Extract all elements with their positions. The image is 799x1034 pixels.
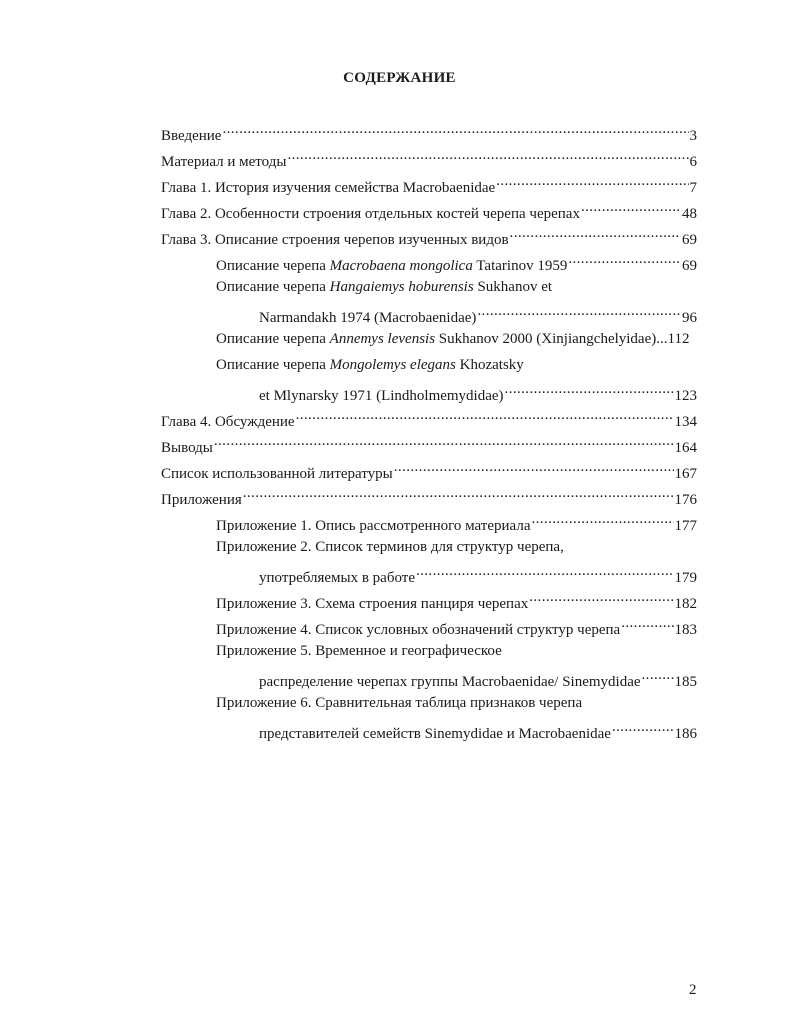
toc-entry-appendix-3 xyxy=(216,590,697,613)
toc-entry-appendix-1 xyxy=(216,512,697,535)
toc-label: Narmandakh 1974 (Macrobaenidae) xyxy=(259,310,477,326)
toc-label: представителей семейств Sinemydidae и Macrobaenidae xyxy=(259,726,611,742)
toc-entry-hangaiemys xyxy=(259,304,697,327)
toc-page: 7 xyxy=(689,180,697,196)
toc-page: 167 xyxy=(674,466,697,482)
toc-page: 123 xyxy=(674,388,697,404)
toc-entry-mongolemys xyxy=(259,382,697,405)
toc-page: 96 xyxy=(682,310,697,326)
toc-entry-hangaiemys-line1: Описание черепа Hangaiemys hoburensis Sukhanov et xyxy=(216,279,553,295)
toc-page: 179 xyxy=(674,570,697,586)
toc-label: Список использованной литературы xyxy=(161,466,393,482)
toc-entry-appendix-5-line1: Приложение 5. Временное и географическое xyxy=(216,643,502,659)
toc-entry-appendix-2-line1: Приложение 2. Список терминов для структур черепа, xyxy=(216,539,564,555)
toc-entry-appendix-2 xyxy=(259,564,697,587)
dot-leader xyxy=(510,226,681,244)
species-name: Annemys levensis xyxy=(329,331,436,347)
dot-leader xyxy=(568,252,681,270)
dot-leader xyxy=(531,512,673,530)
toc-label: Глава 3. Описание строения черепов изученных видов xyxy=(161,232,509,248)
dot-leader xyxy=(581,200,681,218)
toc-entry-intro xyxy=(161,122,697,145)
toc-label: Глава 2. Особенности строения отдельных костей черепа черепах xyxy=(161,206,580,222)
toc-label: употребляемых в работе xyxy=(259,570,415,586)
toc-label: распределение черепах группы Macrobaenidae/ Sinemydidae xyxy=(259,674,641,690)
toc-entry-annemys xyxy=(216,330,697,348)
toc-entry-appendix-6-line1: Приложение 6. Сравнительная таблица признаков черепа xyxy=(216,695,583,711)
toc-page: 176 xyxy=(674,492,697,508)
toc-label: Глава 4. Обсуждение xyxy=(161,414,295,430)
toc-entry-appendix-5 xyxy=(259,668,697,691)
toc-entry-chapter-1 xyxy=(161,174,697,197)
toc-page: 164 xyxy=(674,440,697,456)
toc-page: 48 xyxy=(682,206,697,222)
toc-entry-appendix-6 xyxy=(259,720,697,743)
toc-label: Введение xyxy=(161,128,222,144)
toc-page: 134 xyxy=(674,414,697,430)
dot-leader xyxy=(243,486,674,504)
dot-leader xyxy=(287,148,688,166)
page-title: СОДЕРЖАНИЕ xyxy=(343,70,456,86)
toc-label: Приложение 3. Схема строения панциря черепах xyxy=(216,596,529,612)
toc-page: 3 xyxy=(689,128,697,144)
toc-page: 182 xyxy=(674,596,697,612)
dot-leader xyxy=(222,122,688,140)
toc-label: Приложение 4. Список условных обозначений структур черепа xyxy=(216,622,621,638)
dot-leader xyxy=(612,720,674,738)
species-name: Mongolemys elegans xyxy=(329,357,456,373)
toc-entry-appendix-4 xyxy=(216,616,697,639)
dot-leader xyxy=(477,304,681,322)
toc-label: Глава 1. История изучения семейства Macrobaenidae xyxy=(161,180,496,196)
toc-entry-chapter-2 xyxy=(161,200,697,223)
toc-entry-conclusions xyxy=(161,434,697,457)
toc-entry-materials xyxy=(161,148,697,171)
dot-leader xyxy=(621,616,673,634)
toc-page: 183 xyxy=(674,622,697,638)
dot-leader xyxy=(642,668,674,686)
toc-label: Приложения xyxy=(161,492,242,508)
dot-leader xyxy=(296,408,674,426)
toc-page: 186 xyxy=(674,726,697,742)
dot-leader xyxy=(496,174,688,192)
species-name: Hangaiemys hoburensis xyxy=(329,279,474,295)
toc-label: et Mlynarsky 1971 (Lindholmemydidae) xyxy=(259,388,504,404)
toc-page: 112 xyxy=(667,331,690,347)
toc-entry-macrobaena xyxy=(216,252,697,275)
toc-label: Материал и методы xyxy=(161,154,287,170)
page-number: 2 xyxy=(689,982,697,998)
species-name: Macrobaena mongolica xyxy=(329,258,473,274)
toc-entry-chapter-3 xyxy=(161,226,697,249)
dot-leader xyxy=(505,382,674,400)
toc-label: Описание черепа Annemys levensis Sukhanov 2000 (Xinjiangchelyidae)... xyxy=(216,331,668,347)
toc-entry-references xyxy=(161,460,697,483)
dot-leader xyxy=(416,564,674,582)
toc-label: Описание черепа Macrobaena mongolica Tatarinov 1959 xyxy=(216,258,568,274)
toc-entry-appendices xyxy=(161,486,697,509)
dot-leader xyxy=(394,460,674,478)
dot-leader xyxy=(214,434,674,452)
toc-label: Выводы xyxy=(161,440,213,456)
dot-leader xyxy=(529,590,673,608)
toc-label: Приложение 1. Опись рассмотренного материала xyxy=(216,518,531,534)
toc-page: 185 xyxy=(674,674,697,690)
toc-page: 6 xyxy=(689,154,697,170)
toc-page: 69 xyxy=(682,258,697,274)
toc-entry-chapter-4 xyxy=(161,408,697,431)
toc-entry-mongolemys-line1: Описание черепа Mongolemys elegans Khozatsky xyxy=(216,357,524,373)
toc-page: 177 xyxy=(674,518,697,534)
toc-page: 69 xyxy=(682,232,697,248)
